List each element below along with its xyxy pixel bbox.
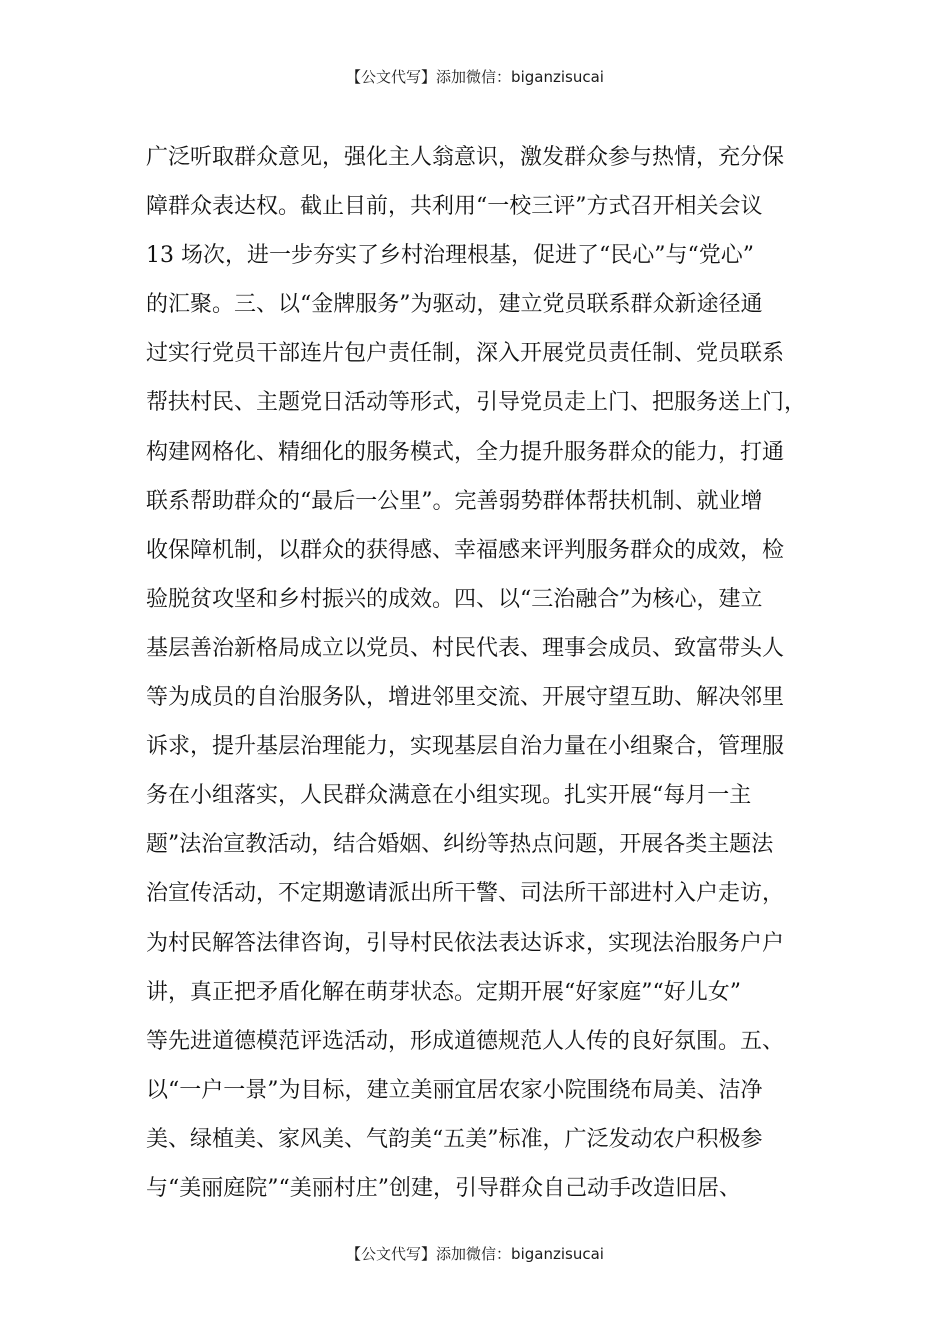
text-line: 题”法治宣教活动，结合婚姻、纠纷等热点问题，开展各类主题法	[146, 832, 774, 858]
text-line: 美、绿植美、家风美、气韵美“五美”标准，广泛发动农户积极参	[146, 1126, 763, 1152]
text-line: 收保障机制，以群众的获得感、幸福感来评判服务群众的成效，检	[146, 537, 785, 563]
text-line: 过实行党员干部连片包户责任制，深入开展党员责任制、党员联系	[146, 341, 785, 367]
page-footer: 【公文代写】添加微信：biganzisucai	[346, 1245, 604, 1263]
text-line: 验脱贫攻坚和乡村振兴的成效。四、以“三治融合”为核心，建立	[146, 586, 763, 612]
text-line: 基层善治新格局成立以党员、村民代表、理事会成员、致富带头人	[146, 635, 785, 661]
page-header: 【公文代写】添加微信：biganzisucai	[346, 68, 604, 86]
text-line: 13 场次，进一步夯实了乡村治理根基，促进了“民心”与“党心”	[146, 243, 754, 269]
text-line: 务在小组落实，人民群众满意在小组实现。扎实开展“每月一主	[146, 783, 752, 809]
text-line: 以“一户一景”为目标，建立美丽宜居农家小院围绕布局美、洁净	[146, 1077, 763, 1103]
text-line: 诉求，提升基层治理能力，实现基层自治力量在小组聚合，管理服	[146, 734, 785, 760]
text-line: 构建网格化、精细化的服务模式，全力提升服务群众的能力，打通	[146, 439, 785, 465]
text-line: 治宣传活动，不定期邀请派出所干警、司法所干部进村入户走访，	[146, 881, 785, 907]
text-line: 障群众表达权。截止目前，共利用“一校三评”方式召开相关会议	[146, 194, 763, 220]
text-line: 为村民解答法律咨询，引导村民依法表达诉求，实现法治服务户户	[146, 930, 785, 956]
text-line: 广泛听取群众意见，强化主人翁意识，激发群众参与热情，充分保	[146, 145, 785, 170]
text-line: 帮扶村民、主题党日活动等形式，引导党员走上门、把服务送上门，	[146, 390, 807, 416]
text-line: 等为成员的自治服务队，增进邻里交流、开展守望互助、解决邻里	[146, 685, 785, 711]
text-line: 的汇聚。三、以“金牌服务”为驱动，建立党员联系群众新途径通	[146, 292, 763, 318]
text-line: 等先进道德模范评选活动，形成道德规范人人传的良好氛围。五、	[146, 1028, 785, 1054]
text-line: 联系帮助群众的“最后一公里”。完善弱势群体帮扶机制、就业增	[146, 488, 763, 514]
text-line: 与“美丽庭院”“美丽村庄”创建，引导群众自己动手改造旧居、	[146, 1175, 741, 1201]
text-line: 讲，真正把矛盾化解在萌芽状态。定期开展“好家庭”“好儿女”	[146, 979, 741, 1005]
body-text	[146, 133, 826, 1213]
